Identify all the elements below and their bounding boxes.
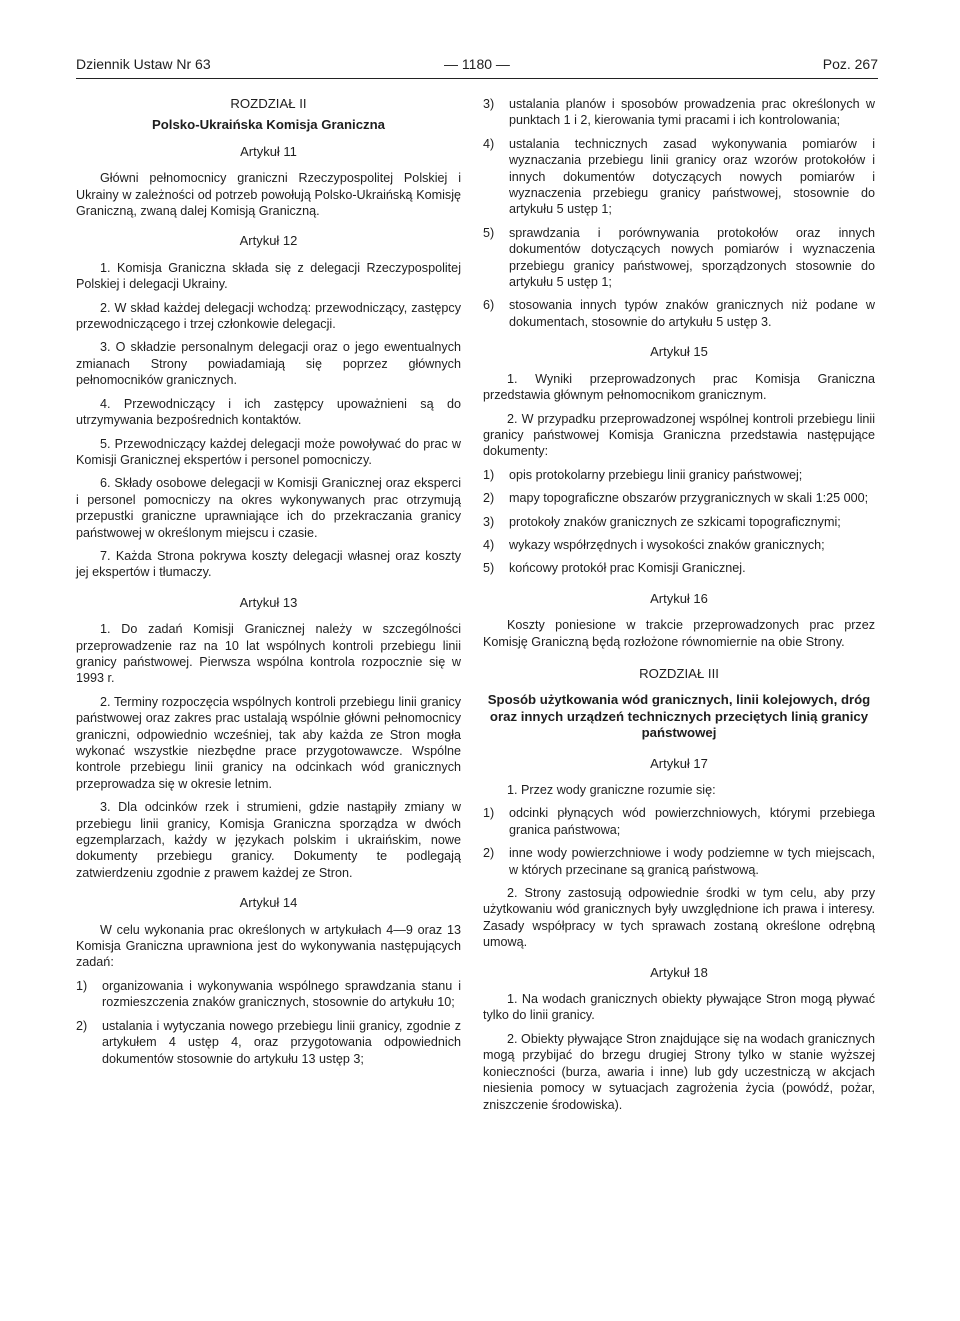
list-number: 3) bbox=[483, 97, 495, 111]
paragraph: 2. W skład każdej delegacji wchodzą: przewodniczący, zastępcy przewodniczącego i trzej członkowie delegacji. bbox=[76, 300, 461, 332]
list-text: odcinki płynących wód powierzchniowych, którymi przebiega granica państwowa; bbox=[509, 806, 875, 837]
list-number: 6) bbox=[483, 298, 495, 313]
article-heading: Artykuł 15 bbox=[650, 344, 708, 360]
list-number: 2) bbox=[483, 846, 495, 861]
list-number: 4) bbox=[483, 537, 495, 552]
list-item bbox=[483, 136, 875, 218]
list-text: inne wody powierzchniowe i wody podziemne w tych miejscach, w których przecinane są granicą państwową. bbox=[509, 846, 875, 877]
article-heading: Artykuł 16 bbox=[650, 590, 708, 606]
list-item bbox=[483, 514, 875, 530]
article-heading: Artykuł 11 bbox=[240, 143, 297, 159]
paragraph: Główni pełnomocnicy graniczni Rzeczypospolitej Polskiej i Ukrainy w zależności od potrzeb powołują Polsko-Ukraińską Komisję Graniczną, zwaną dalej Komisją Graniczną. bbox=[76, 171, 461, 219]
left-column bbox=[76, 96, 461, 1074]
paragraph: 3. O składzie personalnym delegacji oraz o jego ewentualnych zmianach Strony powiadamiają się poprzez głównych pełnomocników granicznych. bbox=[76, 340, 461, 388]
list-number: 5) bbox=[483, 561, 495, 576]
list-text: stosowania innych typów znaków granicznych niż podane w dokumentach, stosownie do artykułu 5 ustęp 3. bbox=[509, 298, 875, 329]
paragraph: 5. Przewodniczący każdej delegacji może powoływać do prac w Komisji Granicznej ekspertów i personel pomocniczy. bbox=[76, 436, 461, 467]
chapter-title: Polsko-Ukraińska Komisja Graniczna bbox=[151, 117, 386, 133]
chapter-heading: ROZDZIAŁ II bbox=[230, 96, 307, 111]
list-number: 1) bbox=[76, 978, 88, 993]
chapter-title: Sposób użytkowania wód granicznych, linii kolejowych, dróg oraz innych urządzeń technicznych przeciętych linią granicy państwowej bbox=[487, 692, 871, 741]
paragraph: W celu wykonania prac określonych w artykułach 4—9 oraz 13 Komisja Graniczna uprawniona jest do wykonywania następujących zadań: bbox=[76, 922, 461, 970]
list-text: opis protokolarny przebiegu linii granicy państwowej; bbox=[509, 467, 803, 482]
paragraph: 2. Terminy rozpoczęcia wspólnych kontroli przebiegu linii granicy państwowej oraz zakres prac ustalają wspólnie główni pełnomocnicy graniczni, odpowiednio wcześniej, tak aby każda ze Stron mogła wykonać wszystkie niezbędne prace przygotowawcze. Wspólne kontrole przebiegu linii granicy na odcinkach wód granicznych przeprowadza się w okresie letnim. bbox=[76, 694, 461, 791]
paragraph: 3. Dla odcinków rzek i strumieni, gdzie nastąpiły zmiany w przebiegu linii granicy, Komisja Graniczna sporządza w dwóch egzemplarzach, każdy w językach polskim i ukraińskim, nowe dokumenty przebiegu granicy. Dokumenty te podlegają zatwierdzeniu zgodnie z prawem każdej ze Stron. bbox=[76, 800, 461, 880]
list-item bbox=[76, 978, 461, 1011]
list-text: ustalania planów i sposobów prowadzenia prac określonych w punktach 1 i 2, kierowania tymi pracami i ich kontrolowania; bbox=[509, 97, 875, 128]
article-heading: Artykuł 14 bbox=[239, 895, 298, 911]
paragraph: 1. Komisja Graniczna składa się z delegacji Rzeczypospolitej Polskiej i delegacji Ukrainy. bbox=[76, 260, 461, 292]
list-text: sprawdzania i porównywania protokołów oraz innych dokumentów dotyczących nowych pomiarów i wyznaczenia przebiegu granicy państwowej, sporządzonych stosownie do artykułu 5 ustęp 1; bbox=[509, 225, 875, 290]
list-number: 2) bbox=[76, 1018, 88, 1033]
list-number: 3) bbox=[483, 514, 495, 529]
paragraph: 2. W przypadku przeprowadzonej wspólnej kontroli przebiegu linii granicy państwowej Komisja Graniczna przedstawia następujące dokumenty: bbox=[483, 411, 875, 459]
paragraph: 2. Strony zastosują odpowiednie środki w tym celu, aby przy użytkowaniu wód granicznych były uwzględnione ich prawa i interesy. Zasady współpracy w tych sprawach zostaną określone odrębną umową. bbox=[483, 886, 875, 950]
right-column bbox=[483, 96, 875, 1120]
paragraph: 7. Każda Strona pokrywa koszty delegacji własnej oraz koszty jej ekspertów i tłumaczy. bbox=[76, 548, 461, 580]
list-item bbox=[483, 560, 875, 576]
list-number: 4) bbox=[483, 136, 495, 151]
list-item bbox=[483, 96, 875, 129]
list-number: 1) bbox=[483, 806, 495, 821]
article-heading: Artykuł 18 bbox=[650, 964, 708, 980]
journal-name: Dziennik Ustaw Nr 63 bbox=[76, 56, 211, 72]
list-item bbox=[483, 805, 875, 838]
list-number: 5) bbox=[483, 225, 495, 240]
list-item bbox=[483, 845, 875, 878]
list-item bbox=[483, 490, 875, 506]
article-heading: Artykuł 13 bbox=[239, 594, 298, 610]
chapter-heading: ROZDZIAŁ III bbox=[639, 665, 719, 681]
paragraph: 4. Przewodniczący i ich zastępcy upoważnieni są do utrzymywania bezpośrednich kontaktów. bbox=[76, 396, 461, 428]
page-number: — 1180 — bbox=[444, 56, 510, 72]
list-item bbox=[483, 537, 875, 553]
list-text: ustalania technicznych zasad wykonywania pomiarów i wyznaczania przebiegu linii granicy oraz wzorów protokołów i innych dokumentów dotyczących nowych pomiarów i wyznaczenia przebiegu granicy państwowej, stosownie do artykułu 5 ustęp 1; bbox=[509, 136, 875, 217]
list-number: 1) bbox=[483, 467, 495, 482]
list-text: wykazy współrzędnych i wysokości znaków granicznych; bbox=[509, 537, 825, 552]
position-number: Poz. 267 bbox=[822, 56, 878, 72]
list-text: protokoły znaków granicznych ze szkicami topograficznymi; bbox=[509, 514, 841, 529]
paragraph: 1. Przez wody graniczne rozumie się: bbox=[507, 783, 716, 797]
article-heading: Artykuł 17 bbox=[650, 755, 708, 771]
list-text: mapy topograficzne obszarów przygranicznych w skali 1:25 000; bbox=[509, 491, 869, 506]
paragraph: 1. Wyniki przeprowadzonych prac Komisja Graniczna przedstawia głównym pełnomocnikom granicznym. bbox=[483, 371, 875, 403]
paragraph: Koszty poniesione w trakcie przeprowadzonych prac przez Komisję Graniczną będą rozłożone równomiernie na obie Strony. bbox=[483, 618, 875, 649]
paragraph: 6. Składy osobowe delegacji w Komisji Granicznej oraz eksperci i personel pomocniczy na okres wykonywanych prac otrzymują przepustki graniczne uprawniające ich do przekraczania granicy państwowej w określonym miejscu i czasie. bbox=[76, 476, 461, 540]
paragraph: 1. Na wodach granicznych obiekty pływające Stron mogą pływać tylko do linii granicy. bbox=[483, 992, 875, 1023]
list-item bbox=[483, 225, 875, 291]
page-header bbox=[76, 56, 878, 79]
list-item bbox=[483, 467, 875, 483]
list-number: 2) bbox=[483, 491, 495, 506]
paragraph: 2. Obiekty pływające Stron znajdujące się na wodach granicznych mogą przybijać do brzegu drugiej Strony tylko w stanie wyższej konieczności (burza, awaria i inne) lub gdy uczestniczą w akcjach niesienia pomocy w sytuacjach zagrożenia życia (powódź, pożar, zniszczenie środowiska). bbox=[483, 1031, 875, 1112]
paragraph: 1. Do zadań Komisji Granicznej należy w szczególności przeprowadzenie raz na 10 lat wspólnych kontroli przebiegu linii granicy państwowej. Pierwsza wspólna kontrola rozpocznie się w 1993 r. bbox=[76, 622, 461, 686]
list-item bbox=[483, 297, 875, 330]
list-text: organizowania i wykonywania wspólnego sprawdzania stanu i rozmieszczenia znaków granicznych, stosownie do artykułu 10; bbox=[102, 978, 461, 1010]
list-text: ustalania i wytyczania nowego przebiegu linii granicy, zgodnie z artykułem 4 ustęp 4, oraz przygotowania odpowiednich dokumentów stosownie do artykułu 13 ustęp 3; bbox=[102, 1018, 461, 1066]
list-text: końcowy protokół prac Komisji Granicznej. bbox=[509, 561, 746, 576]
article-heading: Artykuł 12 bbox=[239, 233, 298, 249]
list-item bbox=[76, 1018, 461, 1067]
